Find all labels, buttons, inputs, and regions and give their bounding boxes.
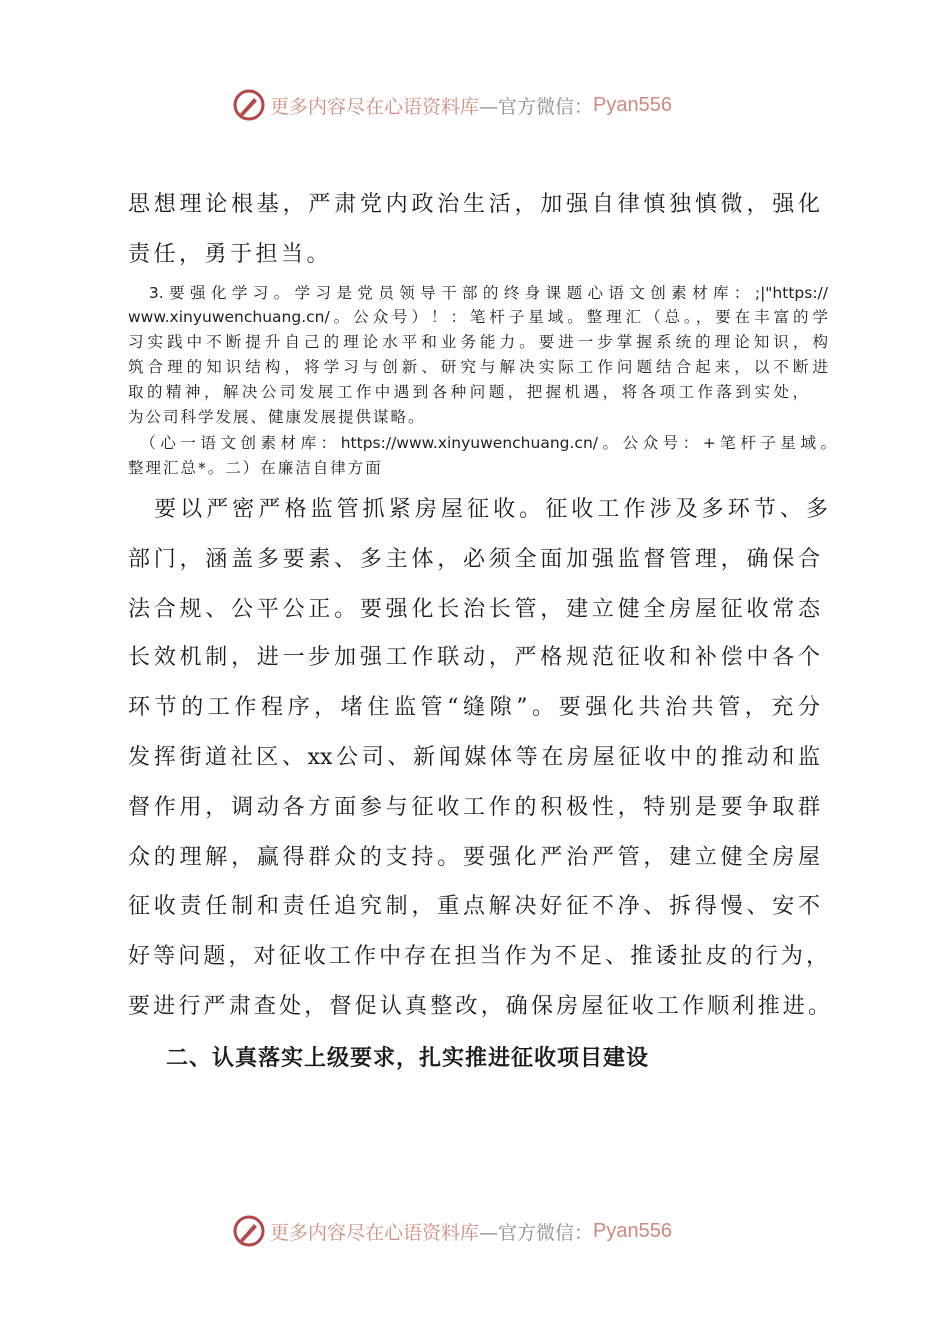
body-line: 要以严密严格监管抓紧房屋征收。征收工作涉及多环节、多 [128, 497, 828, 522]
body-line: 责任，勇于担当。 [128, 242, 333, 267]
small-line: 3.要强化学习。学习是党员领导干部的终身课题心语文创素材库：;|"https:// [128, 284, 828, 302]
body-line: 部门，涵盖多要素、多主体，必须全面加强监督管理，确保合 [128, 547, 820, 572]
header-watermark [232, 85, 672, 125]
small-line: www.xinyuwenchuang.cn/。公众号）！：笔杆子星域。整理汇（总。，要在丰富的学 [128, 308, 828, 326]
footer-watermark [232, 1211, 672, 1251]
body-line: 长效机制，进一步加强工作联动，严格规范征收和补偿中各个 [128, 645, 820, 670]
body-line: 好等问题，对征收工作中存在担当作为不足、推诿扯皮的行为， [128, 944, 828, 969]
small-line: （心一语文创素材库：https://www.xinyuwenchuang.cn/。公众号：+笔杆子星域。 [128, 434, 836, 452]
small-line: 习实践中不断提升自己的理论水平和业务能力。要进一步掌握系统的理论知识，构 [128, 333, 828, 351]
watermark-text: 更多内容尽在心语资料库 [270, 1221, 480, 1244]
watermark-text: 更多内容尽在心语资料库 [270, 95, 480, 118]
watermark-label: —官方微信： [479, 95, 594, 118]
small-line: 取的精神，解决公司发展工作中遇到各种问题，把握机遇，将各项工作落到实处， [128, 383, 808, 401]
section-heading: 二、认真落实上级要求，扎实推进征收项目建设 [166, 1045, 650, 1071]
small-line: 为公司科学发展、健康发展提供谋略。 [128, 408, 426, 426]
small-line: 筑合理的知识结构，将学习与创新、研究与解决实际工作问题结合起来，以不断进 [128, 358, 828, 376]
pen-logo-icon [232, 1214, 266, 1248]
watermark-wechat-id: Pyan556 [593, 1219, 672, 1242]
body-line: 环节的工作程序，堵住监管“缝隙”。要强化共治共管，充分 [128, 695, 820, 720]
watermark-label: —官方微信： [479, 1221, 594, 1244]
body-line: 发挥街道社区、xx公司、新闻媒体等在房屋征收中的推动和监 [128, 745, 820, 770]
watermark-wechat-id: Pyan556 [593, 93, 672, 116]
body-line: 思想理论根基，严肃党内政治生活，加强自律慎独慎微，强化 [128, 192, 820, 217]
small-line: 整理汇总*。二）在廉洁自律方面 [128, 459, 383, 477]
pen-logo-icon [232, 88, 266, 122]
body-line: 法合规、公平公正。要强化长治长管，建立健全房屋征收常态 [128, 597, 820, 622]
body-line: 要进行严肃查处，督促认真整改，确保房屋征收工作顺利推进。 [128, 994, 830, 1019]
body-line: 征收责任制和责任追究制，重点解决好征不净、拆得慢、安不 [128, 894, 820, 919]
body-line: 督作用，调动各方面参与征收工作的积极性，特别是要争取群 [128, 795, 820, 820]
body-line: 众的理解，赢得群众的支持。要强化严治严管，建立健全房屋 [128, 845, 820, 870]
